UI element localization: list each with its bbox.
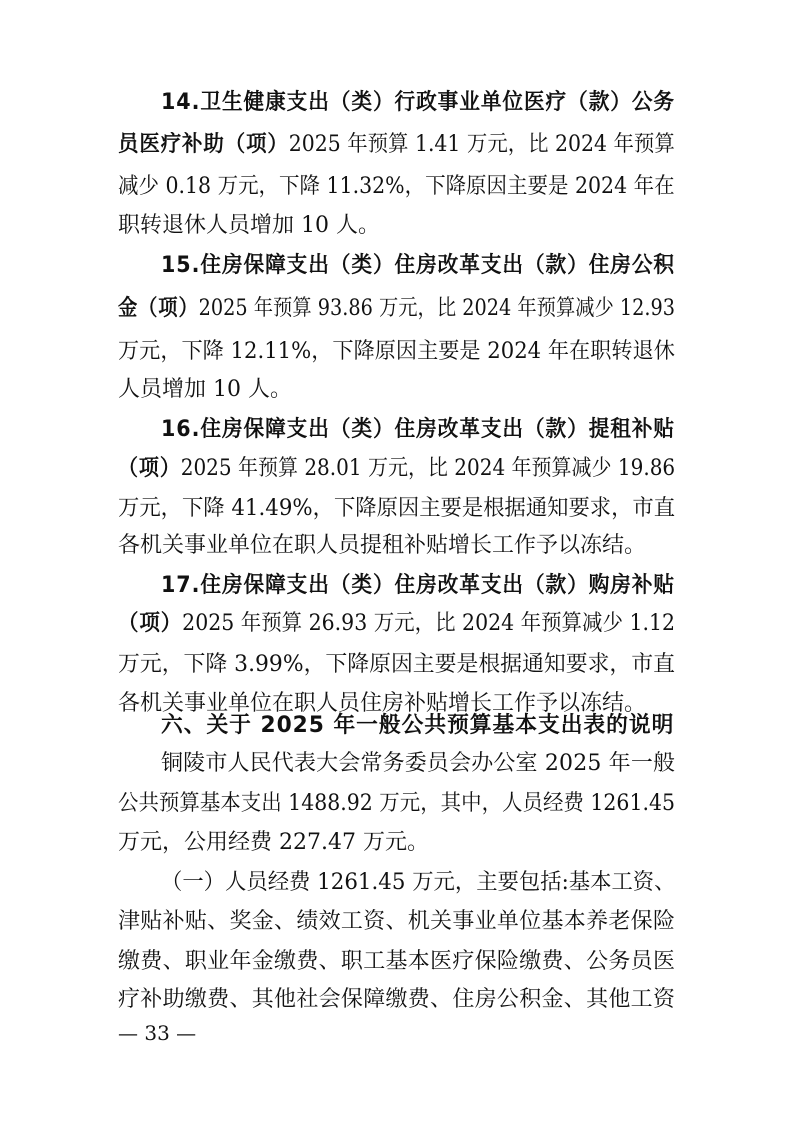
line-content: [161, 863, 675, 903]
text-line: [0, 83, 793, 123]
text-line: [0, 980, 793, 1020]
text-line: [0, 246, 793, 286]
line-content: [118, 489, 675, 529]
line-content: [118, 167, 675, 207]
body-text: 2025 年预算 1.41 万元，比 2024 年预算: [288, 132, 675, 157]
body-text: 减少 0.18 万元，下降 11.32%，下降原因主要是 2024 年在: [118, 174, 675, 199]
text-line: [0, 489, 793, 529]
bold-heading-text: （项）: [118, 456, 181, 481]
body-text: 铜陵市人民代表大会常务委员会办公室 2025 年一般: [161, 751, 676, 776]
page-number: — 33 —: [118, 1021, 197, 1045]
body-text: 各机关事业单位在职人员住房补贴增长工作予以冻结。: [118, 691, 647, 716]
bold-heading-text: 14.卫生健康支出（类）行政事业单位医疗（款）公务: [161, 90, 676, 115]
bold-heading-text: 17.住房保障支出（类）住房改革支出（款）购房补贴: [161, 573, 676, 598]
text-line: [0, 167, 793, 207]
text-line: [0, 942, 793, 982]
text-line: [0, 823, 793, 863]
body-text: 万元，下降 12.11%，下降原因主要是 2024 年在职转退休: [118, 339, 675, 364]
body-text: 人员增加 10 人。: [118, 377, 292, 402]
text-line: [0, 449, 793, 489]
body-text: 2025 年预算 93.86 万元，比 2024 年预算减少 12.93: [198, 296, 676, 321]
bold-heading-text: 员医疗补助（项）: [118, 132, 289, 157]
text-line: [0, 645, 793, 685]
text-line: [0, 526, 793, 566]
body-text: 津贴补贴、奖金、绩效工资、机关事业单位基本养老保险: [118, 909, 676, 934]
text-line: [0, 125, 793, 165]
body-text: 公共预算基本支出 1488.92 万元，其中，人员经费 1261.45: [118, 791, 676, 816]
line-content: [118, 942, 675, 982]
line-content: [118, 125, 675, 165]
line-content: [161, 744, 675, 784]
line-content: [118, 784, 675, 824]
body-text: 疗补助缴费、其他社会保障缴费、住房公积金、其他工资: [118, 987, 676, 1012]
text-line: [0, 902, 793, 942]
line-content: [118, 370, 292, 410]
text-line: [0, 744, 793, 784]
body-text: （一）人员经费 1261.45 万元，主要包括:基本工资、: [161, 870, 676, 895]
text-line: [0, 566, 793, 606]
line-content: [118, 332, 675, 372]
text-line: [0, 206, 793, 246]
line-content: [118, 823, 429, 863]
line-content: [161, 706, 674, 746]
bold-heading-text: （项）: [118, 611, 183, 636]
bold-heading-text: 金（项）: [118, 296, 199, 321]
body-text: 缴费、职业年金缴费、职工基本医疗保险缴费、公务员医: [118, 949, 676, 974]
line-content: [161, 83, 675, 123]
body-text: 各机关事业单位在职人员提租补贴增长工作予以冻结。: [118, 533, 647, 558]
line-content: [118, 604, 675, 644]
bold-heading-text: 16.住房保障支出（类）住房改革支出（款）提租补贴: [161, 417, 676, 442]
text-line: [0, 604, 793, 644]
body-text: 万元，下降 41.49%，下降原因主要是根据通知要求，市直: [118, 496, 676, 521]
body-text: 万元，公用经费 227.47 万元。: [118, 830, 429, 855]
line-content: [118, 645, 675, 685]
text-line: [0, 784, 793, 824]
line-content: [118, 289, 675, 329]
line-content: [118, 206, 380, 246]
bold-heading-text: 六、关于 2025 年一般公共预算基本支出表的说明: [161, 713, 675, 738]
text-line: [0, 370, 793, 410]
line-content: [161, 410, 675, 450]
text-line: [0, 332, 793, 372]
line-content: [161, 566, 675, 606]
body-text: 2025 年预算 28.01 万元，比 2024 年预算减少 19.86: [180, 456, 676, 481]
text-line: [0, 863, 793, 903]
text-line: [0, 410, 793, 450]
line-content: [118, 902, 675, 942]
text-line: [0, 289, 793, 329]
text-line: [0, 706, 793, 746]
line-content: [118, 980, 675, 1020]
body-text: 万元，下降 3.99%，下降原因主要是根据通知要求，市直: [118, 652, 675, 677]
line-content: [161, 246, 675, 286]
bold-heading-text: 15.住房保障支出（类）住房改革支出（款）住房公积: [161, 253, 676, 278]
line-content: [118, 449, 675, 489]
body-text: 职转退休人员增加 10 人。: [118, 213, 380, 238]
line-content: [118, 526, 646, 566]
body-text: 2025 年预算 26.93 万元，比 2024 年预算减少 1.12: [182, 611, 675, 636]
